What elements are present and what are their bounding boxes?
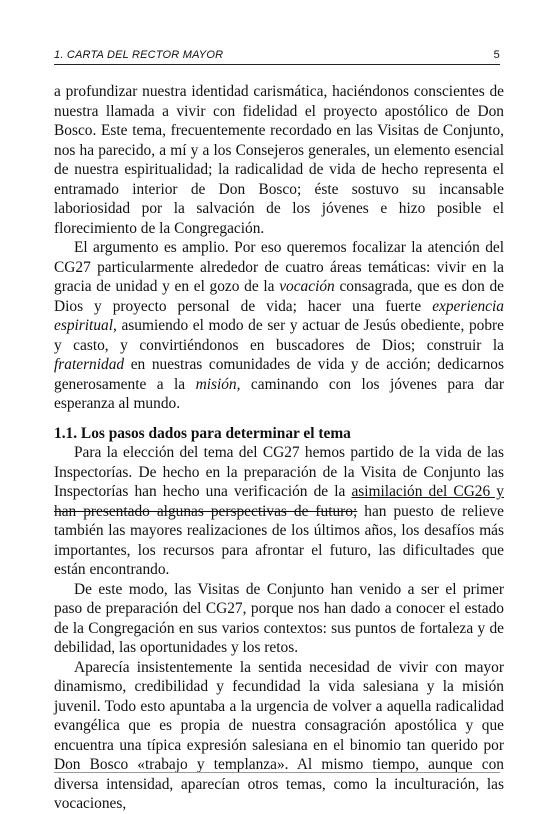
body-text bbox=[54, 82, 504, 814]
p2-emph-vocacion: vocación bbox=[279, 278, 335, 295]
paragraph-4: De este modo, las Visitas de Conjunto han venido a ser el primer paso de preparación del CG27, porque nos han dado a conocer el estado de la Congregación en sus varios contextos: sus puntos de fortaleza y de debilidad, las oportunidades y los retos. bbox=[54, 580, 504, 656]
p2-emph-mision: misión, bbox=[195, 375, 241, 393]
p2-text-a: El argumento es amplio. Por eso queremos focalizar la atención del CG27 particularmente alrededor de cuatro áreas temáticas: vivir en la gracia de unidad y en el gozo de la bbox=[54, 239, 504, 295]
footer-rule bbox=[54, 772, 500, 773]
section-heading: 1.1. Los pasos dados para determinar el tema bbox=[54, 424, 351, 442]
p2-text-c: consagrada, que es don de Dios y proyecto personal de vida; hacer una fuerte bbox=[54, 278, 504, 315]
p2-text-g: en nuestras comunidades de vida y de acción; dedicarnos generosamente a la bbox=[54, 356, 504, 393]
p2-text-i: caminando con los jóvenes para dar esperanza al mundo. bbox=[54, 375, 504, 412]
paragraph-3 bbox=[54, 443, 504, 580]
paragraph-2 bbox=[54, 238, 504, 414]
p3-text-a: Para la elección del tema del CG27 hemos partido de la vida de las Inspectorías. De hecho en la preparación de la Visita de Conjunto las Inspectorías han hecho una verificación de la bbox=[54, 444, 504, 500]
header-rule bbox=[54, 64, 500, 65]
paragraph-5: Aparecía insistentemente la sentida necesidad de vivir con mayor dinamismo, credibilidad y fecundidad la vida salesiana y la misión juvenil. Todo esto apuntaba a la urgencia de volver a aquella radicalidad evangélica que es propia de nuestra consagración apostólica y que encuentra una típica expresión salesiana en el binomio tan querido por Don Bosco «trabajo y templanza». Al mismo tiempo, aunque con diversa intensidad, aparecían otros temas, como la inculturación, las vocaciones, bbox=[54, 658, 504, 812]
paragraph-1: a profundizar nuestra identidad carismática, haciéndonos conscientes de nuestra llamada a vivir con fidelidad el proyecto apostólico de Don Bosco. Este tema, frecuentemente recordado en las Visitas de Conjunto, nos ha parecido, a mí y a los Consejeros generales, un elemento esencial de nuestra espiritualidad; la radicalidad de vida de hecho representa el entramado interior de Don Bosco; éste sostuvo su incansable laboriosidad por la salvación de los jóvenes e hizo posible el florecimiento de la Congregación. bbox=[54, 83, 504, 237]
p2-text-e: asumiendo el modo de ser y actuar de Jesús obediente, pobre y casto, y convirtiéndonos en buscadores de Dios; construir la bbox=[54, 317, 504, 354]
p3-underlined-text: asimilación del CG26 y bbox=[351, 483, 505, 500]
p2-emph-fraternidad: fraternidad bbox=[54, 356, 125, 373]
running-header bbox=[54, 49, 500, 65]
running-title: 1. CARTA DEL RECTOR MAYOR bbox=[54, 49, 224, 61]
page-number: 5 bbox=[493, 49, 500, 61]
p3-text-d: han puesto de relieve también las mayores realizaciones de los últimos años, los desafíos más importantes, los recursos para afrontar el futuro, las dificultades que están encontrando. bbox=[54, 502, 504, 578]
p2-emph-experiencia: experiencia espiritual, bbox=[54, 297, 504, 334]
p3-struck-text: han presentado algunas perspectivas de futuro; bbox=[54, 502, 358, 520]
